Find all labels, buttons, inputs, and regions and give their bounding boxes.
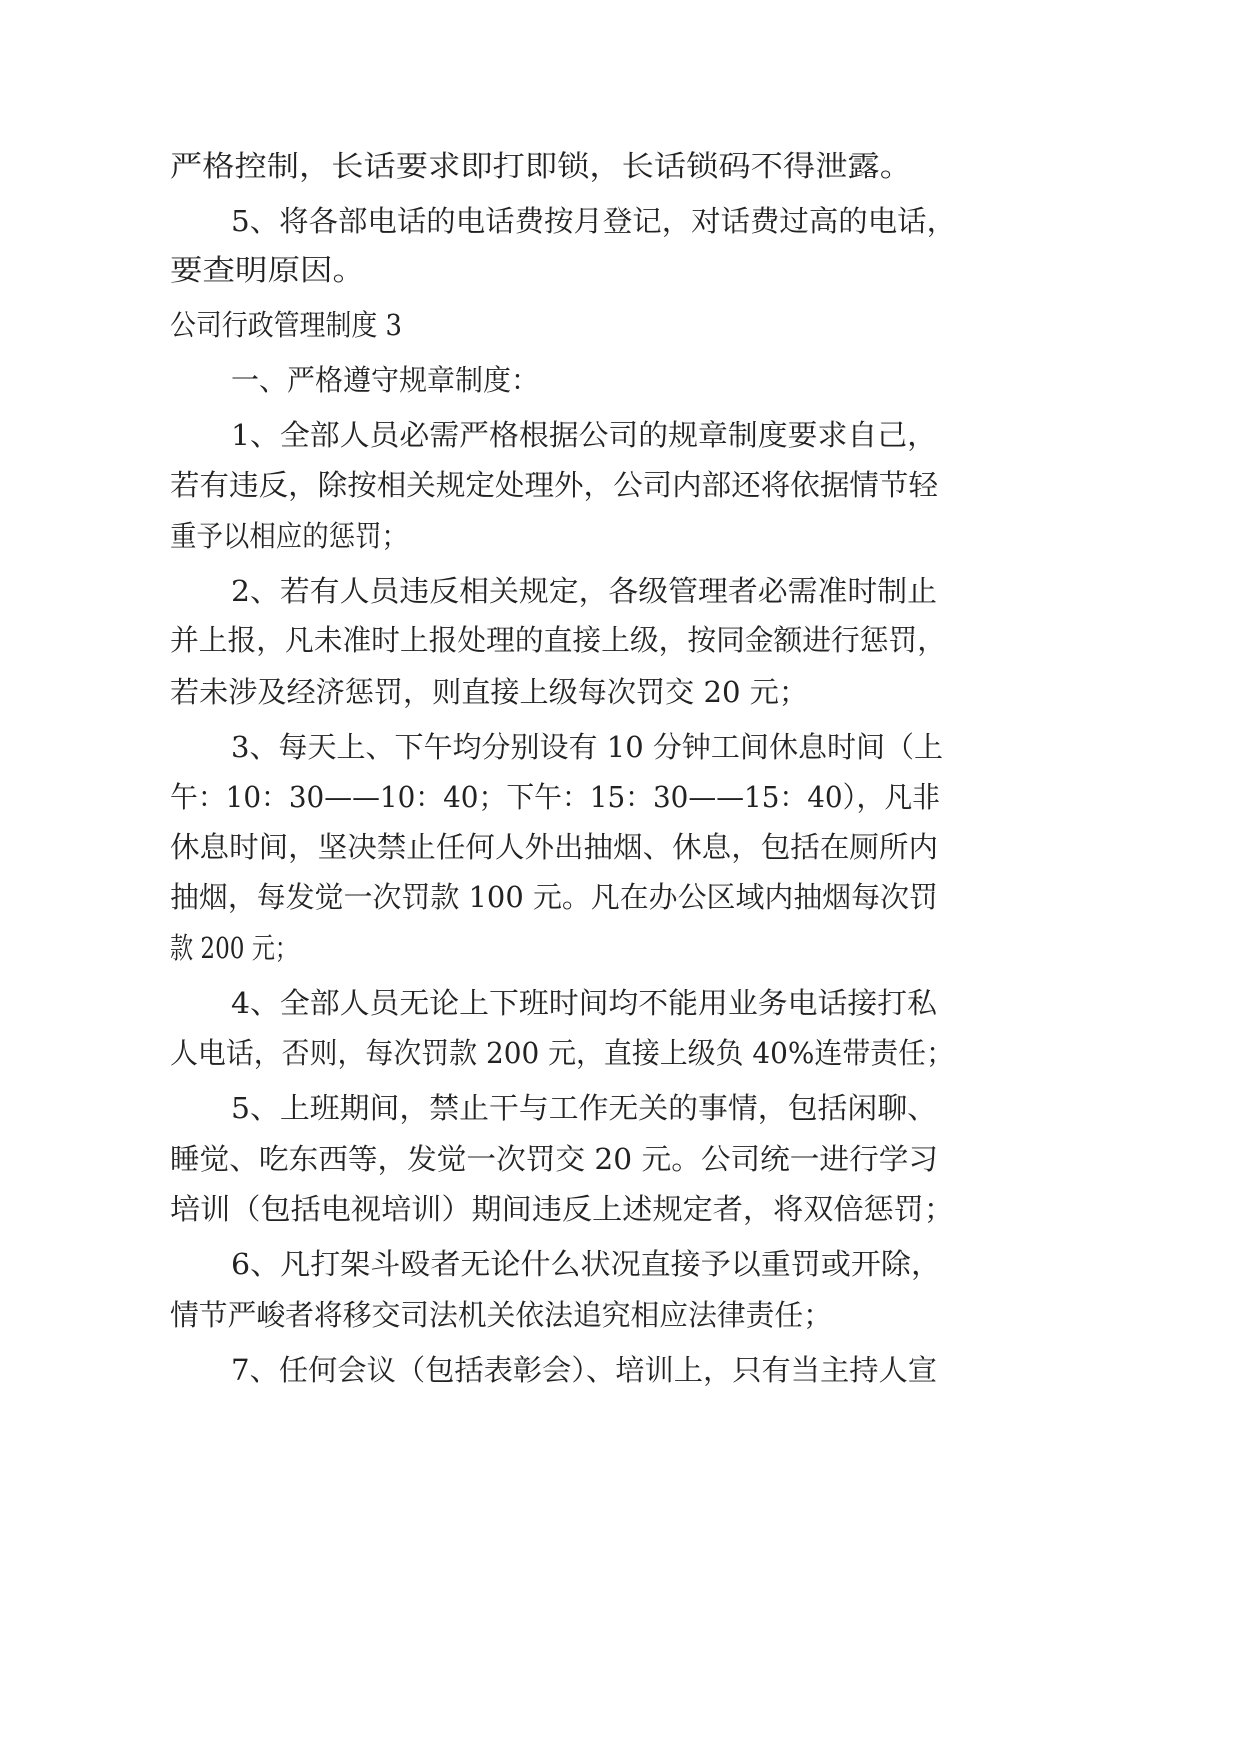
text-line: 要查明原因。 bbox=[170, 253, 365, 287]
text-line: 4、全部人员无论上下班时间均不能用业务电话接打私 bbox=[231, 986, 937, 1020]
text-line: 1、全部人员必需严格根据公司的规章制度要求自己， bbox=[231, 418, 937, 452]
text-line: 若未涉及经济惩罚，则直接上级每次罚交 20 元； bbox=[170, 675, 808, 709]
section-title: 公司行政管理制度 3 bbox=[170, 308, 402, 342]
text-line: 5、将各部电话的电话费按月登记，对话费过高的电话， bbox=[231, 204, 956, 238]
text-line: 款 200 元； bbox=[170, 931, 298, 965]
text-line: 午：10：30——10：40；下午：15：30——15：40），凡非 bbox=[170, 780, 940, 814]
text-line: 5、上班期间，禁止干与工作无关的事情，包括闲聊、 bbox=[231, 1091, 937, 1125]
text-line: 若有违反，除按相关规定处理外，公司内部还将依据情节轻 bbox=[170, 468, 939, 502]
text-line: 人电话，否则，每次罚款 200 元，直接上级负 40%连带责任； bbox=[170, 1036, 954, 1070]
text-line: 睡觉、吃东西等，发觉一次罚交 20 元。公司统一进行学习 bbox=[170, 1142, 938, 1176]
heading-one: 一、严格遵守规章制度： bbox=[231, 363, 539, 397]
text-line: 7、任何会议（包括表彰会）、培训上，只有当主持人宣 bbox=[231, 1353, 937, 1387]
text-line: 情节严峻者将移交司法机关依法追究相应法律责任； bbox=[170, 1298, 832, 1332]
text-line: 6、凡打架斗殴者无论什么状况直接予以重罚或开除， bbox=[231, 1247, 941, 1281]
text-line: 重予以相应的惩罚； bbox=[170, 519, 408, 553]
text-line: 抽烟，每发觉一次罚款 100 元。凡在办公区域内抽烟每次罚 bbox=[170, 880, 938, 914]
text-line: 3、每天上、下午均分别设有 10 分钟工间休息时间（上 bbox=[231, 730, 943, 764]
text-line: 培训（包括电视培训）期间违反上述规定者，将双倍惩罚； bbox=[170, 1192, 954, 1226]
text-line: 并上报，凡未准时上报处理的直接上级，按同金额进行惩罚， bbox=[170, 623, 946, 657]
text-line: 严格控制，长话要求即打即锁，长话锁码不得泄露。 bbox=[170, 149, 912, 183]
text-line: 2、若有人员违反相关规定，各级管理者必需准时制止 bbox=[231, 574, 937, 608]
text-line: 休息时间，坚决禁止任何人外出抽烟、休息，包括在厕所内 bbox=[170, 830, 939, 864]
